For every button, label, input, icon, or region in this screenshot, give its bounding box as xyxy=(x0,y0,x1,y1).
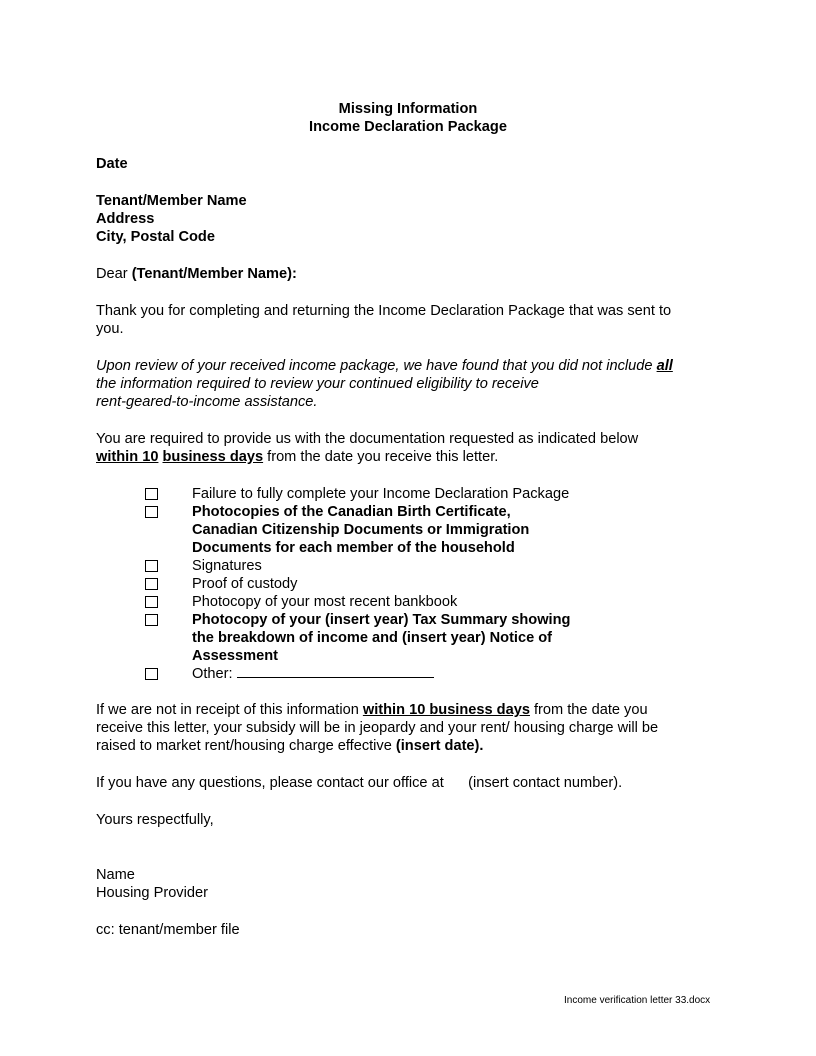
recipient-city: City, Postal Code xyxy=(96,229,215,245)
checklist-item-proof-of-custody: Proof of custody xyxy=(192,576,298,592)
salutation-name: (Tenant/Member Name): xyxy=(131,266,297,282)
other-blank-line[interactable] xyxy=(237,665,434,678)
paragraph-2-line-1-text: Upon review of your received income package, we have found that you did not include xyxy=(96,358,657,374)
title-line-2: Income Declaration Package xyxy=(309,119,507,135)
checklist-item-other-label: Other: xyxy=(192,666,233,682)
paragraph-4-line-3 xyxy=(96,737,483,755)
checkbox-bankbook[interactable] xyxy=(145,596,158,608)
emphasis-all: all xyxy=(656,358,673,374)
paragraph-3-line-2 xyxy=(96,448,498,466)
paragraph-4-line-1 xyxy=(96,701,648,719)
signature-name: Name xyxy=(96,867,135,883)
title-line-1: Missing Information xyxy=(338,101,478,117)
deadline-within-10-business-days: within 10 business days xyxy=(362,702,530,718)
checkbox-birth-certificate[interactable] xyxy=(145,506,158,518)
paragraph-4-line-1-text-a: If we are not in receipt of this information xyxy=(96,702,363,718)
signature-organization: Housing Provider xyxy=(96,885,208,901)
checklist-item-tax-summary-2: the breakdown of income and (insert year) Notice of xyxy=(192,630,553,646)
paragraph-1-line-1: Thank you for completing and returning the Income Declaration Package that was sent to xyxy=(96,303,672,319)
salutation xyxy=(96,265,297,283)
paragraph-4-line-2: receive this letter, your subsidy will be in jeopardy and your rent/ housing charge will be xyxy=(96,720,659,736)
deadline-business-days: business days xyxy=(162,449,264,465)
checkbox-tax-summary[interactable] xyxy=(145,614,158,626)
paragraph-4-line-1-text-c: from the date you xyxy=(529,702,648,718)
checklist-item-signatures: Signatures xyxy=(192,558,262,574)
closing: Yours respectfully, xyxy=(96,812,214,828)
effective-date-placeholder: (insert date). xyxy=(395,738,484,754)
paragraph-5: If you have any questions, please contact our office at (insert contact number). xyxy=(96,775,623,791)
checkbox-proof-of-custody[interactable] xyxy=(145,578,158,590)
checklist-item-birth-certificate-2: Canadian Citizenship Documents or Immigration xyxy=(192,522,530,538)
checklist-item-birth-certificate-3: Documents for each member of the household xyxy=(192,540,515,556)
paragraph-3-line-1: You are required to provide us with the documentation requested as indicated below xyxy=(96,431,639,447)
salutation-prefix: Dear xyxy=(96,266,132,282)
paragraph-2-line-3: rent-geared-to-income assistance. xyxy=(96,394,318,410)
checklist-item-bankbook: Photocopy of your most recent bankbook xyxy=(192,594,458,610)
paragraph-2-line-2: the information required to review your continued eligibility to receive xyxy=(96,376,539,392)
checkbox-incomplete-package[interactable] xyxy=(145,488,158,500)
recipient-address: Address xyxy=(96,211,155,227)
checklist-item-birth-certificate-1: Photocopies of the Canadian Birth Certificate, xyxy=(192,504,511,520)
paragraph-1-line-2: you. xyxy=(96,321,124,337)
paragraph-3-line-2-text: from the date you receive this letter. xyxy=(263,449,499,465)
recipient-name: Tenant/Member Name xyxy=(96,193,247,209)
checkbox-other[interactable] xyxy=(145,668,158,680)
paragraph-2-line-1 xyxy=(96,357,673,375)
footer-filename: Income verification letter 33.docx xyxy=(564,995,711,1006)
checklist-item-tax-summary-1: Photocopy of your (insert year) Tax Summary showing xyxy=(192,612,571,628)
cc-line: cc: tenant/member file xyxy=(96,922,240,938)
checklist-item-incomplete-package: Failure to fully complete your Income Declaration Package xyxy=(192,486,570,502)
date-field: Date xyxy=(96,156,128,172)
checkbox-signatures[interactable] xyxy=(145,560,158,572)
deadline-within-10: within 10 xyxy=(96,449,159,465)
paragraph-4-line-3-text: raised to market rent/housing charge effective xyxy=(96,738,396,754)
checklist-item-other xyxy=(192,665,434,683)
checklist-item-tax-summary-3: Assessment xyxy=(192,648,278,664)
